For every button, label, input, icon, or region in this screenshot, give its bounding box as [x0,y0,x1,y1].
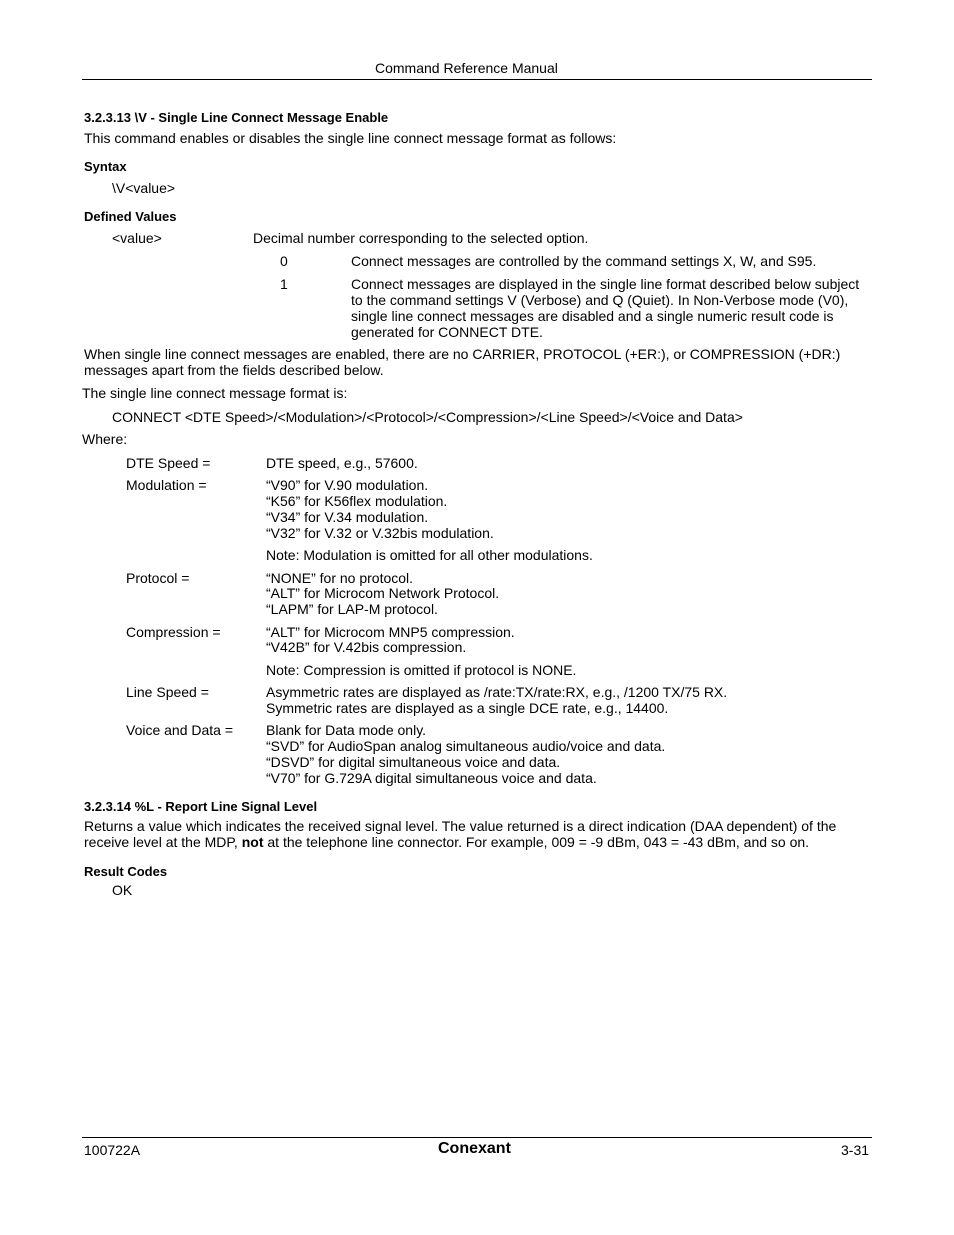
field-label: Compression = [126,624,221,640]
field-note: Note: Modulation is omitted for all other modulations. [266,547,593,563]
connect-format: CONNECT <DTE Speed>/<Modulation>/<Protocol>/<Compression>/<Line Speed>/<Voice and Data> [112,409,743,425]
field-line: “ALT” for Microcom MNP5 compression. [266,624,515,640]
field-line: “V42B” for V.42bis compression. [266,639,467,655]
field-label: Voice and Data = [126,722,234,738]
field-line: “DSVD” for digital simultaneous voice and data. [266,754,561,770]
result-codes-heading: Result Codes [84,864,168,879]
field-line: Symmetric rates are displayed as a single DCE rate, e.g., 14400. [266,700,669,716]
footer-divider [82,1137,872,1138]
page-number: 3-31 [841,1142,870,1158]
field-line: “SVD” for AudioSpan analog simultaneous audio/voice and data. [266,738,666,754]
header-divider [82,79,872,80]
format-intro: The single line connect message format is: [82,385,348,401]
field-note: Note: Compression is omitted if protocol is NONE. [266,662,577,678]
value-description: Decimal number corresponding to the selected option. [253,230,589,246]
field-line: “V34” for V.34 modulation. [266,509,429,525]
option-description: Connect messages are controlled by the command settings X, W, and S95. [351,253,817,269]
field-line: Asymmetric rates are displayed as /rate:TX/rate:RX, e.g., /1200 TX/75 RX. [266,684,728,700]
defined-values-heading: Defined Values [84,209,177,224]
option-code: 1 [280,276,288,292]
field-label: Line Speed = [126,684,209,700]
field-line: “V70” for G.729A digital simultaneous voice and data. [266,770,597,786]
field-label: DTE Speed = [126,455,211,471]
field-line: Blank for Data mode only. [266,722,427,738]
field-label: Protocol = [126,570,190,586]
result-code: OK [112,882,133,898]
paragraph-text-before: Returns a value which indicates the received signal level. The value returned is a direct indication (DAA dependent) of the receive level at the MDP, [84,818,837,850]
company-name: Conexant [438,1140,511,1157]
field-line: “V32” for V.32 or V.32bis modulation. [266,525,494,541]
section2-paragraph [84,818,870,850]
doc-number: 100722A [84,1142,141,1158]
syntax-text: \V<value> [112,180,176,196]
paragraph-enabled: When single line connect messages are enabled, there are no CARRIER, PROTOCOL (+ER:), or COMPRESSION (+DR:) messages apart from the fields described below. [84,346,841,378]
field-line: DTE speed, e.g., 57600. [266,455,418,471]
where-label: Where: [82,431,128,447]
field-line: “ALT” for Microcom Network Protocol. [266,585,500,601]
page-header-title: Command Reference Manual [375,60,558,76]
section-heading-v: 3.2.3.13 \V - Single Line Connect Message Enable [84,110,389,125]
paragraph-text-after: at the telephone line connector. For example, 009 = -9 dBm, 043 = -43 dBm, and so on. [267,834,810,850]
paragraph-bold-not: not [241,834,264,850]
syntax-heading: Syntax [84,159,127,174]
option-description: Connect messages are displayed in the single line format described below subject to the command settings V (Verbose) and Q (Quiet). In Non-Verbose mode (V0), single line connect messages are disabled and a single numeric result code is generated for CONNECT DTE. [351,276,860,340]
value-name: <value> [112,230,162,246]
field-line: “K56” for K56flex modulation. [266,493,448,509]
option-code: 0 [280,253,288,269]
field-line: “NONE” for no protocol. [266,570,414,586]
section-heading-l: 3.2.3.14 %L - Report Line Signal Level [84,799,318,814]
field-label: Modulation = [126,477,207,493]
section-intro: This command enables or disables the single line connect message format as follows: [84,130,617,146]
field-line: “LAPM” for LAP-M protocol. [266,601,438,617]
field-line: “V90” for V.90 modulation. [266,477,429,493]
